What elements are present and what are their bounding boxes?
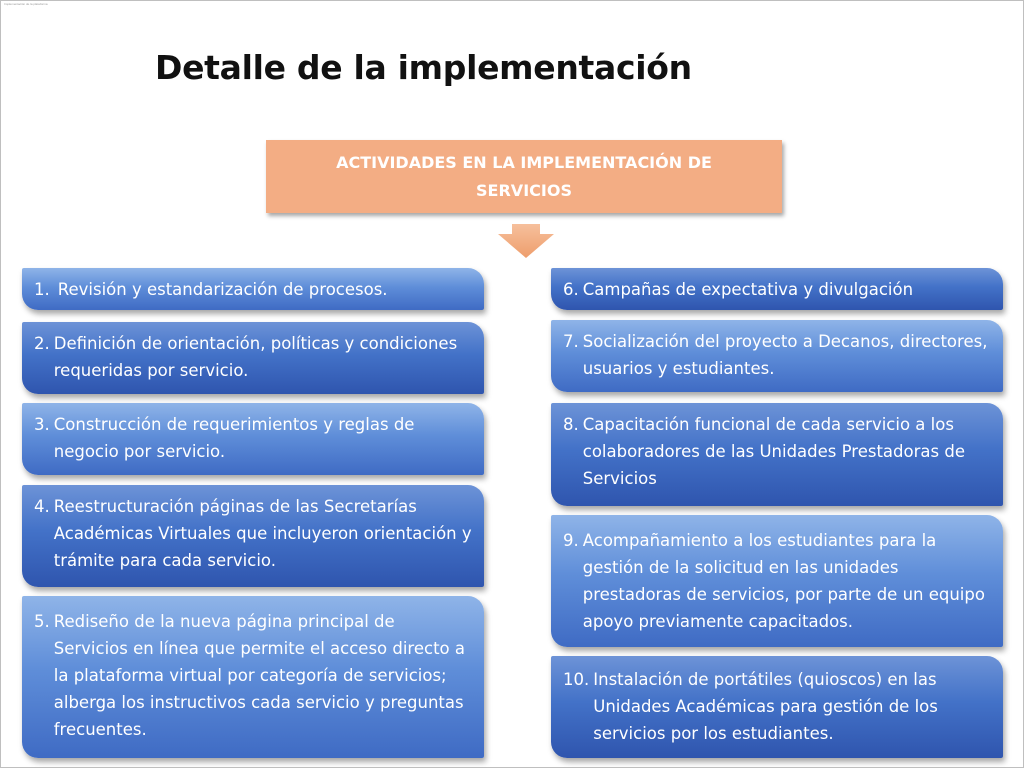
activity-item-1 bbox=[22, 268, 484, 310]
activity-number: 7. bbox=[563, 332, 579, 351]
activity-number: 8. bbox=[563, 415, 579, 434]
activity-item-2 bbox=[22, 322, 484, 394]
activity-text: Instalación de portátiles (quioscos) en las Unidades Académicas para gestión de los servicios por los estudiantes. bbox=[593, 670, 938, 743]
corner-note: Implementación de la plataforma bbox=[4, 2, 48, 6]
activities-header bbox=[266, 140, 782, 213]
activity-text: Acompañamiento a los estudiantes para la gestión de la solicitud en las unidades prestadoras de servicios, por parte de un equipo apoyo previamente capacitados. bbox=[582, 531, 985, 631]
activities-header-text: ACTIVIDADES EN LA IMPLEMENTACIÓN DE SERVICIOS bbox=[336, 152, 712, 200]
activity-text: Construcción de requerimientos y reglas de negocio por servicio. bbox=[53, 415, 415, 461]
activity-text: Rediseño de la nueva página principal de Servicios en línea que permite el acceso directo a la plataforma virtual por categoría de servicios; alberga los instructivos cada servicio y preguntas frecuentes. bbox=[53, 612, 466, 739]
activity-item-4 bbox=[22, 485, 484, 587]
activity-item-3 bbox=[22, 403, 484, 475]
activity-number: 4. bbox=[34, 497, 50, 516]
activity-number: 6. bbox=[563, 280, 579, 299]
activity-item-7 bbox=[551, 320, 1003, 392]
slide-title: Detalle de la implementación bbox=[155, 48, 692, 87]
activity-text: Revisión y estandarización de procesos. bbox=[57, 280, 388, 299]
activity-text: Campañas de expectativa y divulgación bbox=[582, 280, 914, 299]
activity-text: Reestructuración páginas de las Secretarías Académicas Virtuales que incluyeron orientación y trámite para cada servicio. bbox=[53, 497, 472, 570]
activity-text: Capacitación funcional de cada servicio a los colaboradores de las Unidades Prestadoras de Servicios bbox=[582, 415, 965, 488]
activity-text: Socialización del proyecto a Decanos, directores, usuarios y estudiantes. bbox=[582, 332, 988, 378]
activity-item-6 bbox=[551, 268, 1003, 310]
down-arrow-icon bbox=[498, 224, 554, 258]
activity-number: 10. bbox=[563, 670, 590, 689]
activity-number: 2. bbox=[34, 334, 50, 353]
activity-item-9 bbox=[551, 515, 1003, 647]
activity-number: 5. bbox=[34, 612, 50, 631]
activity-item-8 bbox=[551, 403, 1003, 506]
activity-item-5 bbox=[22, 596, 484, 758]
activity-number: 1. bbox=[34, 280, 50, 299]
activity-item-10 bbox=[551, 656, 1003, 758]
activity-number: 9. bbox=[563, 531, 579, 550]
activity-text: Definición de orientación, políticas y condiciones requeridas por servicio. bbox=[53, 334, 458, 380]
activity-number: 3. bbox=[34, 415, 50, 434]
